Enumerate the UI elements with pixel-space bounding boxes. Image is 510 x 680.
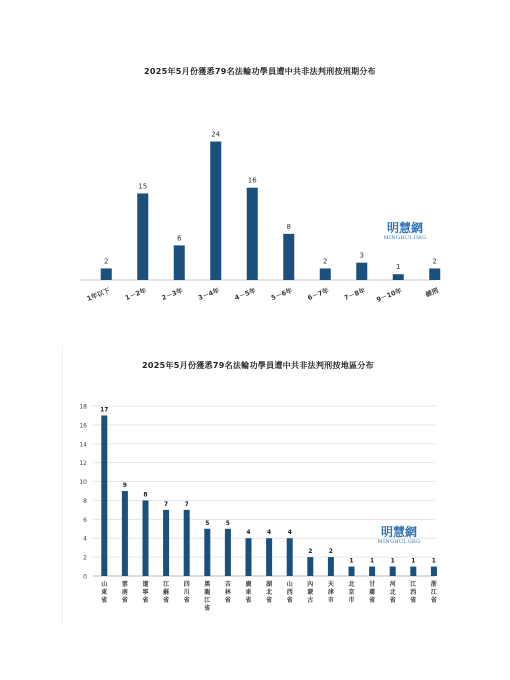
data-label: 9 [122, 482, 127, 489]
bar-chart-sentence-length [40, 50, 480, 320]
x-tick-label: 內蒙古 [307, 581, 314, 604]
bar [393, 274, 404, 280]
chart-title: 2025年5月份獲悉79名法輪功學員遭中共非法判刑按刑期分布 [144, 67, 376, 76]
data-label: 3 [359, 251, 364, 260]
data-label: 7 [184, 500, 189, 508]
bar [184, 510, 190, 576]
data-label: 4 [267, 529, 272, 537]
y-tick-label: 10 [79, 479, 87, 487]
y-tick-label: 8 [83, 497, 87, 505]
bar [356, 263, 367, 280]
y-tick-label: 0 [83, 573, 87, 581]
bar [174, 245, 185, 280]
x-tick-label: 黑龍江省 [204, 581, 211, 612]
bar [225, 529, 231, 576]
x-tick-label: 甘肅省 [369, 581, 376, 604]
bar [328, 557, 334, 576]
bar [410, 567, 416, 576]
data-label: 17 [100, 406, 109, 414]
bar [349, 567, 355, 576]
x-tick-label: 江蘇省 [163, 581, 170, 604]
y-tick-label: 12 [79, 460, 87, 468]
data-label: 1 [370, 557, 375, 565]
watermark-sub: MINGHUI.ORG [377, 539, 421, 545]
data-label: 1 [349, 557, 354, 565]
watermark-main: 明慧網 [380, 525, 417, 539]
x-tick-label: 1年以下 [85, 286, 111, 303]
x-tick-label: 湖北省 [266, 581, 273, 604]
chart-panel-region [62, 345, 453, 625]
bar [320, 268, 331, 280]
data-label: 2 [432, 257, 437, 266]
data-label: 2 [104, 257, 109, 266]
watermark-main: 明慧網 [386, 221, 423, 235]
bar [246, 538, 252, 576]
data-label: 2 [328, 548, 333, 556]
watermark-sub: MINGHUI.ORG [383, 235, 427, 241]
x-tick-label: 四川省 [183, 581, 190, 604]
bar [101, 415, 107, 576]
x-tick-label: 浙江省 [430, 581, 437, 604]
y-tick-label: 2 [83, 554, 87, 562]
bar [307, 557, 313, 576]
bar [247, 188, 258, 280]
x-tick-label: 雲南省 [121, 581, 128, 604]
bar [287, 538, 293, 576]
x-tick-label: 山西省 [286, 581, 293, 604]
x-tick-label: 山東省 [101, 581, 108, 604]
bar [369, 567, 375, 576]
data-label: 8 [143, 491, 148, 499]
data-label: 2 [308, 548, 313, 556]
x-tick-label: 江西省 [410, 581, 417, 604]
y-tick-label: 16 [79, 422, 87, 430]
bar [137, 193, 148, 280]
data-label: 24 [211, 130, 221, 139]
x-tick-label: 3－4年 [197, 286, 221, 303]
data-label: 1 [390, 557, 395, 565]
chart-title: 2025年5月份獲悉79名法輪功學員遭中共非法判刑按地區分布 [142, 361, 374, 370]
data-label: 16 [247, 176, 257, 185]
bar [266, 538, 272, 576]
data-label: 8 [286, 222, 291, 231]
data-label: 5 [205, 519, 210, 527]
x-tick-label: 吉林省 [224, 581, 231, 604]
data-label: 1 [431, 557, 436, 565]
y-tick-label: 18 [79, 403, 87, 411]
data-label: 6 [177, 234, 182, 243]
bar [101, 268, 112, 280]
x-tick-label: 4－5年 [233, 286, 257, 303]
bar [204, 529, 210, 576]
x-tick-label: 廣東省 [245, 581, 252, 604]
data-label: 1 [396, 263, 401, 272]
data-label: 7 [164, 500, 169, 508]
bar [143, 500, 149, 576]
bar [283, 234, 294, 280]
x-tick-label: 9－10年 [375, 286, 403, 304]
bar [390, 567, 396, 576]
data-label: 4 [287, 529, 292, 537]
x-tick-label: 天津市 [327, 581, 334, 604]
x-tick-label: 緩刑 [424, 286, 440, 299]
x-tick-label: 2－3年 [160, 286, 184, 303]
y-tick-label: 6 [83, 516, 87, 524]
x-tick-label: 6－7年 [306, 286, 330, 303]
minghui-watermark [365, 526, 433, 545]
bar-chart-region [63, 345, 453, 625]
chart-panel-sentence-length [40, 50, 480, 320]
x-tick-label: 1－2年 [124, 286, 148, 303]
minghui-watermark [370, 222, 440, 241]
data-label: 2 [323, 257, 328, 266]
x-tick-label: 北京市 [348, 581, 355, 604]
y-tick-label: 14 [79, 441, 87, 449]
bar [122, 491, 128, 576]
bar [163, 510, 169, 576]
x-tick-label: 河北省 [389, 581, 396, 604]
data-label: 1 [411, 557, 416, 565]
data-label: 4 [246, 529, 251, 537]
x-tick-label: 7－8年 [343, 286, 367, 303]
y-tick-label: 4 [83, 535, 87, 543]
bar [431, 567, 437, 576]
bar [429, 268, 440, 280]
x-tick-label: 5－6年 [270, 286, 294, 303]
bar [210, 142, 221, 280]
data-label: 15 [138, 182, 148, 191]
data-label: 5 [225, 519, 230, 527]
x-tick-label: 遼寧省 [142, 581, 149, 604]
